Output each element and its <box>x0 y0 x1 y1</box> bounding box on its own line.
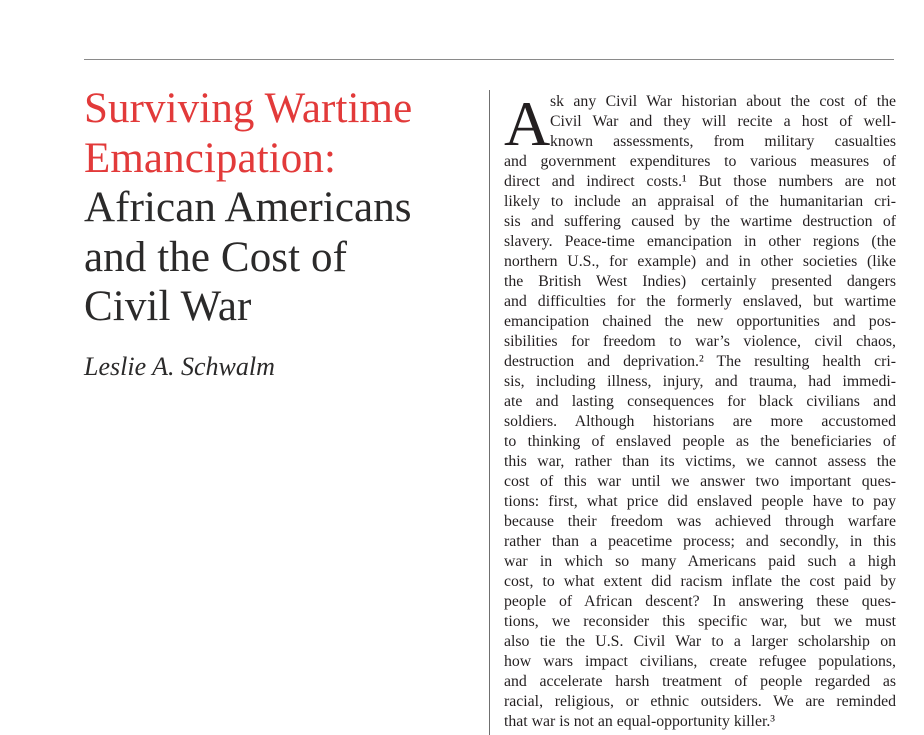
body-line: Civil War and they will recite a host of well- <box>550 113 896 131</box>
subtitle-line: African Americans <box>84 184 412 231</box>
top-rule <box>84 59 894 60</box>
body-line: the British West Indies) certainly presented dangers <box>504 273 896 291</box>
author-name: Leslie A. Schwalm <box>84 352 275 381</box>
title-line: Emancipation: <box>84 134 337 182</box>
body-line: sibilities for freedom to war’s violence, civil chaos, <box>504 333 896 351</box>
article-title <box>84 84 482 332</box>
body-line: and accelerate harsh treatment of people regarded as <box>504 673 896 691</box>
body-line: sk any Civil War historian about the cost of the <box>550 93 896 110</box>
body-line: because their freedom was achieved through warfare <box>504 513 896 531</box>
body-line: cost of this war until we answer two important ques- <box>504 473 896 491</box>
subtitle-line: Civil War <box>84 283 252 330</box>
body-line: racial, religious, or ethnic outsiders. We are reminded <box>504 693 896 711</box>
body-line: soldiers. Although historians are more accustomed <box>504 413 896 431</box>
body-line: likely to include an appraisal of the humanitarian cri- <box>504 193 896 211</box>
body-line: also tie the U.S. Civil War to a larger scholarship on <box>504 633 896 651</box>
body-line: and government expenditures to various measures of <box>504 153 896 171</box>
body-line: sis and suffering caused by the wartime destruction of <box>504 213 896 231</box>
body-line: this war, rather than its victims, we cannot assess the <box>504 453 896 471</box>
body-line: direct and indirect costs.¹ But those numbers are not <box>504 173 896 191</box>
body-line: tions: first, what price did enslaved people have to pay <box>504 493 896 511</box>
body-line: war in which so many Americans paid such a high <box>504 553 896 571</box>
body-line: and difficulties for the formerly enslaved, but wartime <box>504 293 896 311</box>
body-line: people of African descent? In answering these ques- <box>504 593 896 611</box>
body-line: slavery. Peace-time emancipation in other regions (the <box>504 233 896 251</box>
body-line: cost, to what extent did racism inflate the cost paid by <box>504 573 896 591</box>
drop-cap: A <box>504 88 551 159</box>
title-line: Surviving Wartime <box>84 85 413 132</box>
body-line: emancipation chained the new opportunities and pos- <box>504 313 896 331</box>
body-paragraph <box>504 88 896 733</box>
body-line: tions, we reconsider this specific war, but we must <box>504 613 896 631</box>
body-line: northern U.S., for example) and in other societies (like <box>504 253 896 271</box>
body-line: rather than a peacetime process; and secondly, in this <box>504 533 896 551</box>
body-line: how wars impact civilians, create refugee populations, <box>504 653 896 671</box>
body-line: known assessments, from military casualties <box>550 133 896 151</box>
column-divider <box>489 90 490 735</box>
body-line: sis, including illness, injury, and trauma, had immedi- <box>504 373 896 391</box>
body-line: to thinking of enslaved people as the beneficiaries of <box>504 433 896 451</box>
body-line: ate and lasting consequences for black civilians and <box>504 393 896 411</box>
subtitle-line: and the Cost of <box>84 233 348 281</box>
body-line: that war is not an equal-opportunity killer.³ <box>504 713 776 731</box>
body-line: destruction and deprivation.² The resulting health cri- <box>504 353 896 371</box>
